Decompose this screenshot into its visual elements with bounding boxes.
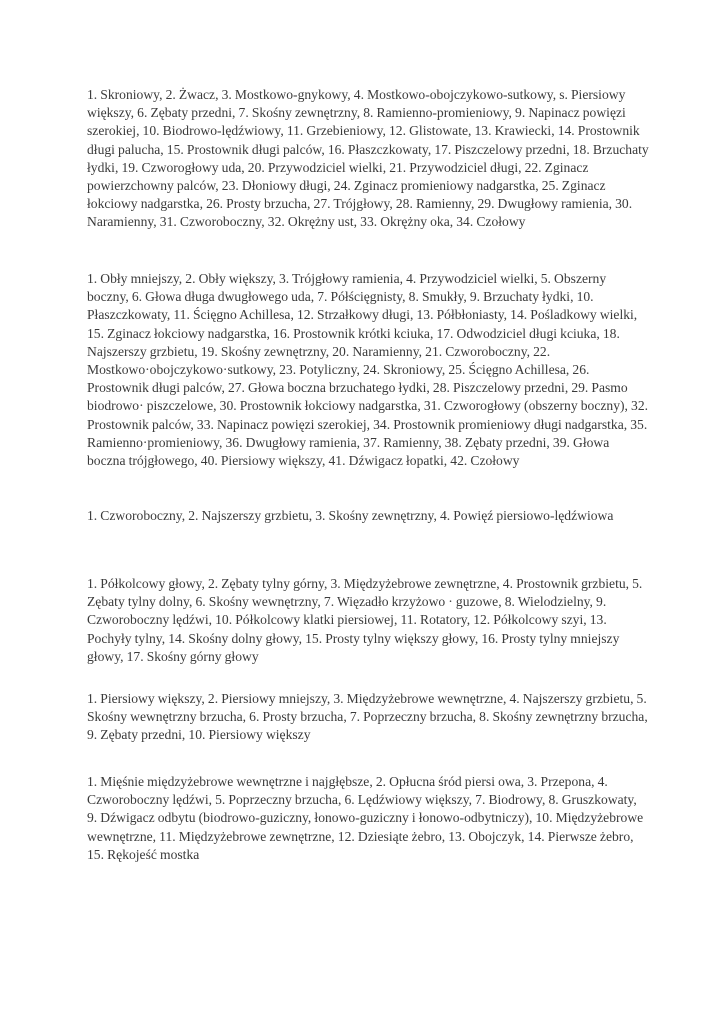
muscle-list-paragraph-3: 1. Czworoboczny, 2. Najszerszy grzbietu, 3. Skośny zewnętrzny, 4. Powięź piersiowo-lędźwiowa xyxy=(87,508,614,523)
muscle-list-paragraph-5: 1. Piersiowy większy, 2. Piersiowy mniejszy, 3. Międzyżebrowe wewnętrzne, 4. Najszerszy grzbietu, 5. Skośny wewnętrzny brzucha, 6. Prosty brzucha, 7. Poprzeczny brzucha, 8. Skośny zewnętrzny brzucha, 9. Zębaty przedni, 10. Piersiowy większy xyxy=(87,691,648,743)
muscle-list-paragraph-4: 1. Półkolcowy głowy, 2. Zębaty tylny górny, 3. Międzyżebrowe zewnętrzne, 4. Prostownik grzbietu, 5. Zębaty tylny dolny, 6. Skośny wewnętrzny, 7. Więzadło krzyżowo · guzowe, 8. Wielodzielny, 9. Czworoboczny lędźwi, 10. Półkolcowy klatki piersiowej, 11. Rotatory, 12. Półkolcowy szyi, 13. Pochyły tylny, 14. Skośny dolny głowy, 15. Prosty tylny większy głowy, 16. Prosty tylny mniejszy głowy, 17. Skośny górny głowy xyxy=(87,576,643,664)
muscle-list-paragraph-1: 1. Skroniowy, 2. Żwacz, 3. Mostkowo-gnykowy, 4. Mostkowo-obojczykowo-sutkowy, s. Piersiowy większy, 6. Zębaty przedni, 7. Skośny zewnętrzny, 8. Ramienno-promieniowy, 9. Napinacz powięzi szerokiej, 10. Biodrowo-lędźwiowy, 11. Grzebieniowy, 12. Glistowate, 13. Krawiecki, 14. Prostownik długi palucha, 15. Prostownik długi palców, 16. Płaszczkowaty, 17. Piszczelowy przedni, 18. Brzuchaty łydki, 19. Czworogłowy uda, 20. Przywodziciel wielki, 21. Przywodziciel długi, 22. Zginacz powierzchowny palców, 23. Dłoniowy długi, 24. Zginacz promieniowy nadgarstka, 25. Zginacz łokciowy nadgarstka, 26. Prosty brzucha, 27. Trójgłowy, 28. Ramienny, 29. Dwugłowy ramienia, 30. Naramienny, 31. Czworoboczny, 32. Okrężny ust, 33. Okrężny oka, 34. Czołowy xyxy=(87,87,649,230)
muscle-list-paragraph-6: 1. Mięśnie międzyżebrowe wewnętrzne i najgłębsze, 2. Opłucna śród piersi owa, 3. Przepona, 4. Czworoboczny lędźwi, 5. Poprzeczny brzucha, 6. Lędźwiowy większy, 7. Biodrowy, 8. Gruszkowaty, 9. Dźwigacz odbytu (biodrowo-guziczny, łonowo-guziczny i łonowo-odbytniczy), 10. Międzyżebrowe wewnętrzne, 11. Międzyżebrowe zewnętrzne, 12. Dziesiąte żebro, 13. Obojczyk, 14. Pierwsze żebro, 15. Rękojeść mostka xyxy=(87,774,644,862)
muscle-list-paragraph-2: 1. Obły mniejszy, 2. Obły większy, 3. Trójgłowy ramienia, 4. Przywodziciel wielki, 5. Obszerny boczny, 6. Głowa długa dwugłowego uda, 7. Półścięgnisty, 8. Smukły, 9. Brzuchaty łydki, 10. Płaszczkowaty, 11. Ścięgno Achillesa, 12. Strzałkowy długi, 13. Półbłoniasty, 14. Pośladkowy wielki, 15. Zginacz łokciowy nadgarstka, 16. Prostownik krótki kciuka, 17. Odwodziciel długi kciuka, 18. Najszerszy grzbietu, 19. Skośny zewnętrzny, 20. Naramienny, 21. Czworoboczny, 22. Mostkowo·obojczykowo·sutkowy, 23. Potyliczny, 24. Skroniowy, 25. Ścięgno Achillesa, 26. Prostownik długi palców, 27. Głowa boczna brzuchatego łydki, 28. Piszczelowy przedni, 29. Pasmo biodrowo· piszczelowe, 30. Prostownik łokciowy nadgarstka, 31. Czworogłowy (obszerny boczny), 32. Prostownik palców, 33. Napinacz powięzi szerokiej, 34. Prostownik promieniowy długi nadgarstka, 35. Ramienno·promieniowy, 36. Dwugłowy ramienia, 37. Ramienny, 38. Zębaty przedni, 39. Głowa boczna trójgłowego, 40. Piersiowy większy, 41. Dźwigacz łopatki, 42. Czołowy xyxy=(87,271,649,469)
